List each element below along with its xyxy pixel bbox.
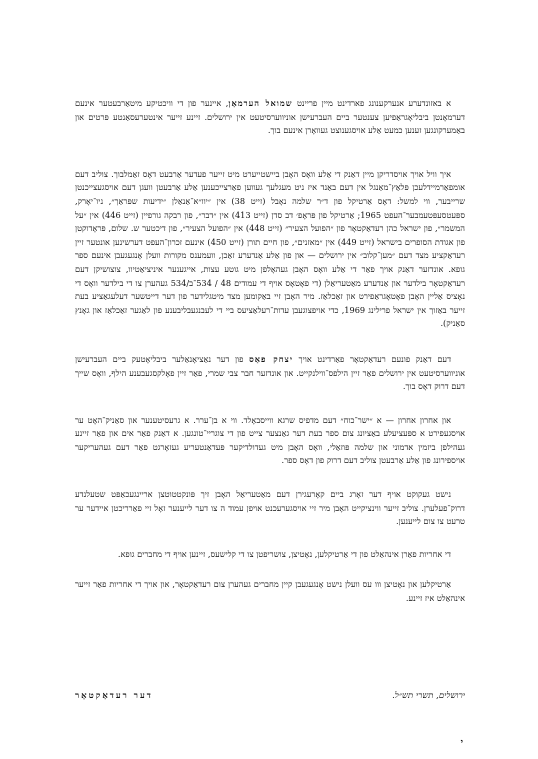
paragraph-2 <box>75 168 465 331</box>
paragraph-4 <box>75 414 465 468</box>
paragraph-7-text: אַרטיקלען און נאָטיצן ווו עס וועלן נישט אָנגעגעבן קיין מחברים געהערן צום רעדאַקטאָר, און אויך די אחריות פאַר זייער אינהאַלט איז זיינע. <box>75 579 465 604</box>
paragraph-5 <box>75 488 465 529</box>
paragraph-7 <box>75 578 465 605</box>
paragraph-1-post: , איינער פון די וויכטיקע מיטאַרבעטער אינעם דערמאָנטן ביבליאָגראַפיען צענטער ביים העברעישן אוניווערסיטעט אין ירושלים. זיינע זייער אינטערעסאַנטע פּרטים און באַמערקונגען זענען כמעט אַלע אויסגענוצט געוואָרן אינעם בוך. <box>75 98 465 136</box>
paragraph-6 <box>75 548 465 562</box>
name-shmuel-herman: שמואל הערמאַן <box>228 98 293 108</box>
body-text <box>75 97 465 620</box>
signature-row <box>75 690 465 701</box>
name-yitzhak-pass: יצחק פאַס <box>249 353 293 364</box>
signer: דער רעדאַקטאָר <box>75 691 153 701</box>
paragraph-6-text: די אחריות פאַרן אינהאַלט פון די אַרטיקלען, נאָטיצן, צושריפטן צו די קלישעס, זיינען אויף די מחברים גופא. <box>117 548 451 559</box>
paragraph-3 <box>75 353 465 394</box>
paragraph-3-post: פון דער נאַציאָנאַלער ביבליאָטעק ביים העברעישן אוניווערסיטעט אין ירושלים פאַר זיין הילפס־ווילנקייט. און אונדזער חבר צבי שמרי, פאַר זיין פאָלקסגעבענע הילף, וואָס שייך דעם דרוק דאָס בוך. <box>75 353 465 392</box>
paragraph-3-pre: דעם דאַנק פונעם רעדאַקטאָר פאַרדינט אויך <box>292 353 452 364</box>
place-date: ירושלים, תשרי תש״ל. <box>392 691 465 701</box>
paragraph-1 <box>75 97 465 138</box>
paragraph-1-pre: א באזונדערע אנערקענונג פארדינט מיין פריינט <box>292 98 451 108</box>
paragraph-5-text: נישט געקוקט אויף דער זאָרג ביים קאָרעגירן דעם מאַטעריאַל האָבן זיך פּונקטטוטצן אריינגעכאַפּט שטעלנדע דרוק־פעלערן. צוליב זייער ווינציקייט האָבן מיר זיי אויסגערעכנט אויפן עמוד ה צו דער לייענער זאָל זיי פאַרריכטן איידער ער טרעט צו צום לייענען. <box>75 489 465 527</box>
paragraph-4-text: און אחרון אחרון — א ״ישר־כוח״ דעם מדפיס שרגא ווייסבאָלד. ווי א בן־ערר. א גרעסיטענער און סאַניק־האָט ער אויסגעפירט א ספּעציעלע באַציונג צום ספר בעת דער גאַנצער צייט פון די צוגריי־טונגען. א דאַנק פאַר אים און פאַר זיינע געהילפן ביזמין אדמוני און שלמה פּוזאַלי, וואָס האָבן מיט געדולדיקער פּעדאַנטעריע געזאָרגט פאַר דעם געהעריקער אויספירונג פון אַלע אַרבעטן צוליב דעם דרוק פון דאָס ספר. <box>75 414 465 466</box>
page-number: י <box>460 738 463 748</box>
paragraph-2-text: איך וויל אויך אויסדריקן מיין דאַנק די אַלע וואָס האָבן ביישטייערט מיט זייער פעדער אַרבעט דאָס זאַמלבוך. צוליב דעם אומפאַרמיידלעכן פּלאַץ־מאַנגל אין דעם באַנד איז ניט מעגלעך געווען פאַרצייכענען אַלע אַרבעטן וועגן דעם אויסגעצייכנטן שרייבער, ווי למשל: דאָס אַרטיקל פון ד״ר שלמה נאָבל (זייט 38) אין ״יוו״א־אַנאַלן ״ידיעות שפּראַך״, ניו־יאָרק, ספּעטסעפּטעמבער־העפט 1965; אַרטיקל פון פּראָפ׳ דב סדן (זייט 413) אין ״דבר״, פון רבקה גורפיין (זייט 446) אין ״על המשמר״, פון ישראל כהן רעדאַקטאָר פון ״הפועל הצעיר״ (זייט 448) אין ״הפועל הצעיר״, פון דיכטער ש. שלום, פּראָדוקטן פון אגודת הסופרים בישראל (זייט 449) אין ״מאזנים״, פון חיים תורן (זייט 450) אינעם זכרון־העפט דערשינען אונטער זיין רעדאַקציע מצד דעם ״מען־קלוב״ אין ירושלים — און פון אַלע אַנדערע זאַכן, וועמענס מקורות וועלן אָנגעגעבן אינעם ספר גופא. אונדזער דאַנק אויך פאַר די אַלע וואָס האָבן געהאָלפן מיט גוטע עצות, אייגענער איניציאַטיוו, צוצושיקן דעם רעדאַקטאָר בילדער און אַנדערע מאַטעריאַלן (די פאָטאָס אויף די עמודים 48 / 534־ב/534 געהערן צו די בילדער וואָס די נאָציס אַליין האָבן פאָטאָגראַפירט און זאַכלאַז. מיר האָבן זיי באַקומען מצד מיטגלידער פון דער דייטשער דעלעגאַציע בעת זייער באַזוך אין ישראל פרילינג 1969, כדי אויפצוגעבן עדות־רעלאַציעס ביי די לעבנגעבליבענע פון לאַגער זאַכלאַז און גאָנץ סאַניק). <box>75 168 466 329</box>
